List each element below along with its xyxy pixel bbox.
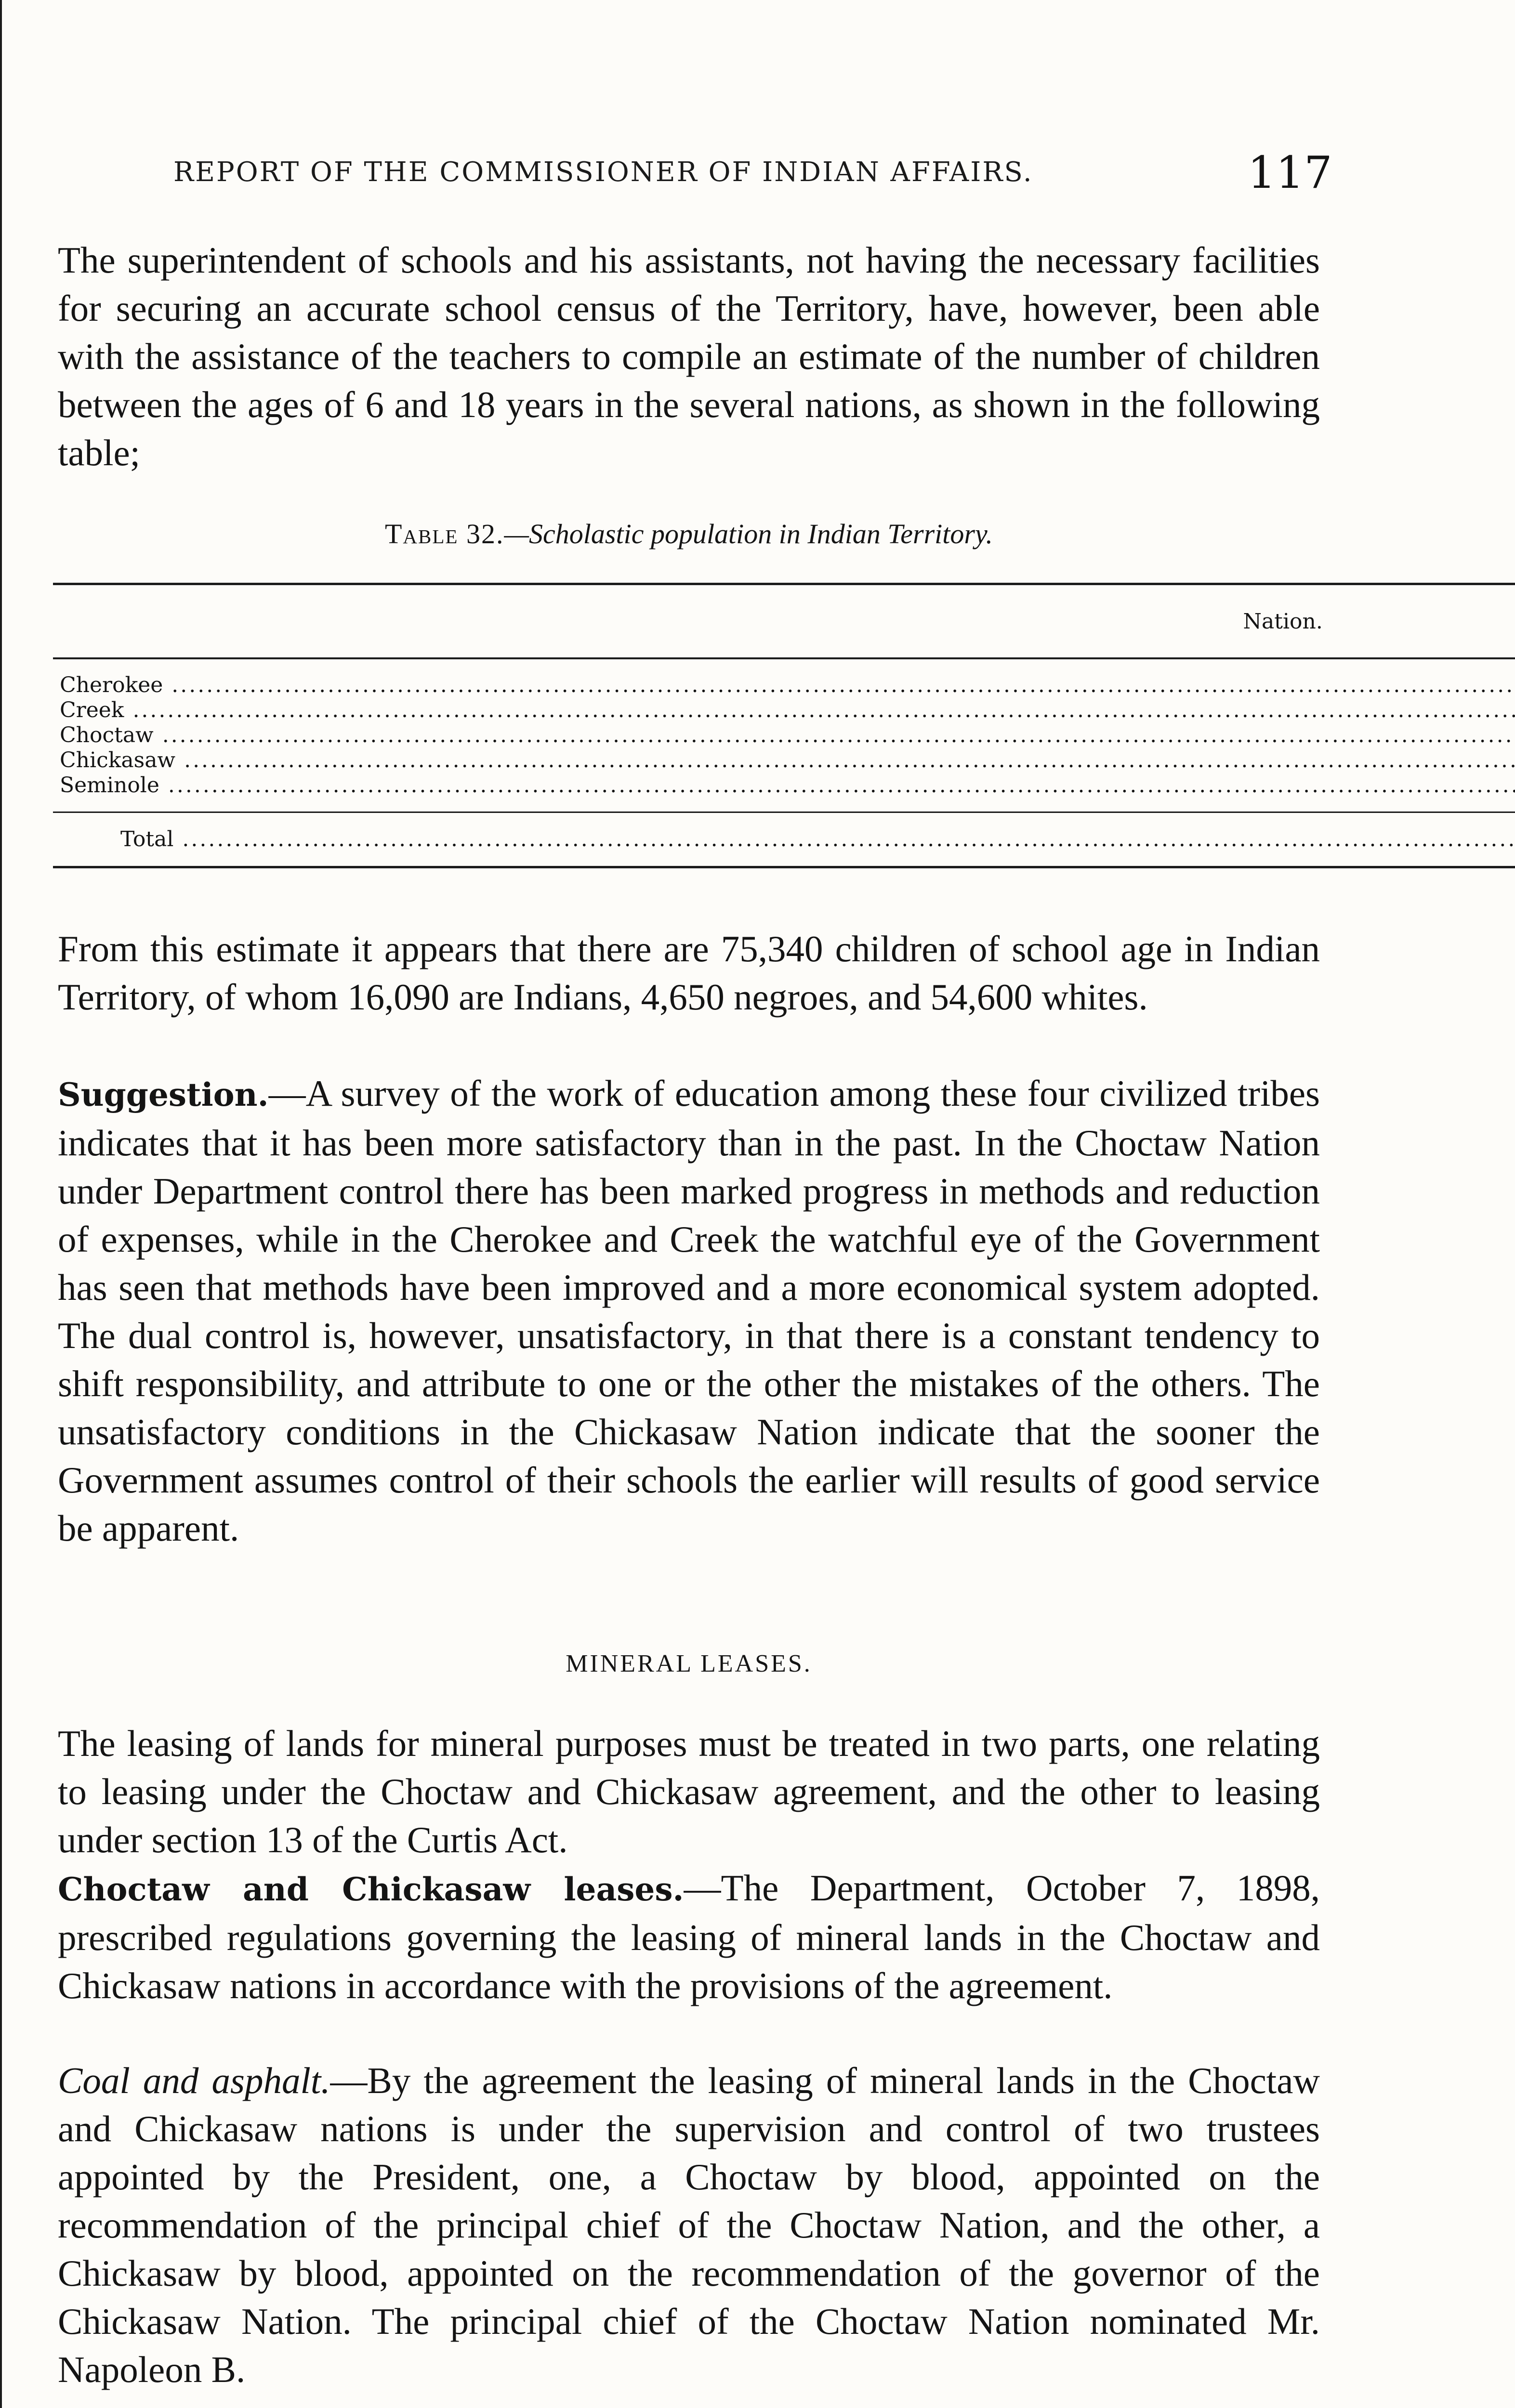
suggestion-text: —A survey of the work of education among these four civilized tribes indicates that it has been more satisfactory than in the past. In the Choctaw Nation under Department control there has been marked progress in methods and reduction of expenses, while in the Cherokee and Creek the watchful eye of the Government has seen that methods have been improved and a more economical system adopted. The dual control is, however, unsatisfactory, in that there is a constant tendency to shift responsibility, and attribute to one or the other the mistakes of the others. The unsatisfactory conditions in the Chickasaw Nation indicate that the sooner the Government assumes control of their schools the earlier will results of good service be apparent. — [58, 1073, 1320, 1549]
coal-asphalt-text: —By the agreement the leasing of mineral lands in the Choctaw and Chickasaw nations is under the supervision and control of two trustees appointed by the President, one, a Choctaw by blood, appointed on the recommendation of the principal chief of the Choctaw Nation, and the other, a Chickasaw by blood, appointed on the recommendation of the governor of the Chickasaw Nation. The principal chief of the Choctaw Nation nominated Mr. Napoleon B. — [58, 2060, 1320, 2390]
table-row — [53, 723, 1515, 748]
suggestion-lead: Suggestion. — [58, 1076, 269, 1113]
table-row — [53, 673, 1515, 698]
table-row — [53, 698, 1515, 723]
total-label: Total ..... — [53, 812, 1515, 867]
table-total-row — [53, 812, 1515, 867]
page-number: 117 — [1248, 147, 1332, 198]
nation-name: Creek ..... — [53, 698, 1515, 723]
intro-paragraph: The superintendent of schools and his assistants, not having the necessary facilities for securing an accurate school census of the Territory, have, however, been able with the assistance of the teachers to compile an estimate of the number of children between the ages of 6 and 18 years in the several nations, as shown in the following table; — [58, 239, 1320, 473]
coal-asphalt-paragraph — [58, 2056, 1320, 2394]
nation-name: Choctaw ..... — [53, 723, 1515, 748]
running-head: REPORT OF THE COMMISSIONER OF INDIAN AFFAIRS. — [173, 157, 1033, 188]
estimate-paragraph: From this estimate it appears that there are 75,340 children of school age in Indian Territory, of whom 16,090 are Indians, 4,650 negroes, and 54,600 whites. — [58, 928, 1320, 1018]
scholastic-population-table — [53, 583, 1515, 868]
table-header-row — [53, 584, 1515, 659]
table-caption-title: —Scholastic population in Indian Territory. — [504, 518, 993, 550]
table-row — [53, 748, 1515, 773]
column-header-nation: Nation. — [53, 584, 1515, 659]
choctaw-leases-lead: Choctaw and Chickasaw leases. — [58, 1871, 684, 1908]
leasing-paragraph: The leasing of lands for mineral purposes must be treated in two parts, one relating to leasing under the Choctaw and Chickasaw agreement, and the other to leasing under section 13 of the Curtis Act. — [58, 1723, 1320, 1860]
choctaw-leases-paragraph — [58, 1864, 1320, 2010]
nation-name: Cherokee ..... — [53, 673, 1515, 698]
nation-name: Chickasaw ..... — [53, 748, 1515, 773]
coal-asphalt-lead: Coal and asphalt. — [58, 2060, 330, 2101]
suggestion-paragraph — [58, 1069, 1320, 1552]
section-heading: MINERAL LEASES. — [566, 1650, 812, 1677]
table-caption-label: Table 32. — [384, 518, 504, 550]
choctaw-leases-text: —The Department, October 7, 1898, prescribed regulations governing the leasing of mineral lands in the Choctaw and Chickasaw nations in accordance with the provisions of the agreement. — [58, 1867, 1320, 2006]
nation-name: Seminole ..... — [53, 773, 1515, 798]
table-caption — [58, 518, 1320, 550]
table-row — [53, 773, 1515, 798]
